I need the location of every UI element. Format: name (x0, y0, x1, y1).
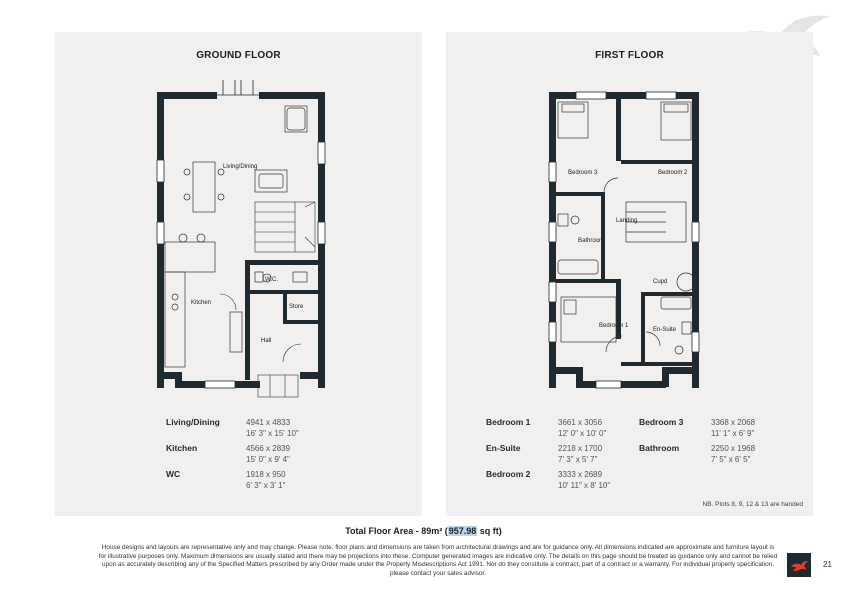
disclaimer-text: House designs and layouts are representative only and may change. Please note, floor plans and dimensions are taken from architectural drawings and are for guidance only. All dimensions indicated are approximate and furniture layout is for illustrative purposes only. Maximum dimensions are usually stated and there may be projections into these. Computer generated images are indicative only. The details on this page should be treated as guidance only and cannot be relied upon as accurately describing any of the Specified Matters prescribed by any Order made under the Property Misdescriptions Act 1991. Nor do they constitute a contract, part of a contract or a warranty. For individual property specification, please contact your sales advisor. (98, 544, 778, 577)
dim-metric: 4566 x 2839 (246, 444, 291, 453)
first-floor-plan (446, 32, 813, 402)
dim-imperial: 15' 0" x 9' 4" (246, 455, 290, 464)
label-bedroom-1: Bedroom 1 (599, 323, 629, 329)
label-landing: Landing (616, 218, 638, 224)
total-area-sqft-highlight[interactable]: 957.98 (448, 526, 477, 536)
dim-imperial: 12' 0" x 10' 0" (558, 429, 607, 438)
brand-logo (787, 553, 811, 577)
dim-room-name: Bathroom (639, 443, 680, 453)
handed-plots-note: NB. Plots 8, 9, 12 & 13 are handed (702, 501, 803, 508)
dim-room-name: WC (166, 469, 181, 479)
label-bedroom-3: Bedroom 3 (568, 170, 598, 176)
dim-room-name: Bedroom 1 (486, 417, 531, 427)
dim-imperial: 11' 1" x 6' 9" (711, 429, 755, 438)
label-store: Store (289, 304, 304, 310)
page-number: 21 (823, 560, 832, 569)
dim-metric: 4941 x 4833 (246, 418, 291, 427)
dim-metric: 3368 x 2068 (711, 418, 756, 427)
dim-metric: 3661 x 3056 (558, 418, 603, 427)
label-bedroom-2: Bedroom 2 (658, 170, 688, 176)
dim-room-name: Bedroom 3 (639, 417, 684, 427)
dim-imperial: 7' 3" x 5' 7" (558, 455, 598, 464)
label-kitchen: Kitchen (191, 300, 212, 306)
label-cupd: Cupd (653, 279, 668, 285)
dim-imperial: 10' 11" x 8' 10" (558, 481, 611, 490)
dim-imperial: 16' 3" x 15' 10" (246, 429, 299, 438)
total-floor-area (0, 526, 847, 536)
ground-floor-panel (55, 32, 422, 516)
ground-floor-plan (55, 32, 422, 402)
ground-floor-title: GROUND FLOOR (196, 50, 281, 61)
dim-imperial: 6' 3" x 3' 1" (246, 481, 286, 490)
dim-room-name: Living/Dining (166, 417, 220, 427)
dim-metric: 1918 x 950 (246, 470, 286, 479)
label-hall: Hall (261, 338, 272, 344)
dim-room-name: En-Suite (486, 443, 521, 453)
bird-logo-icon (787, 553, 811, 577)
dim-metric: 2218 x 1700 (558, 444, 603, 453)
dim-room-name: Bedroom 2 (486, 469, 531, 479)
total-area-suffix: sq ft) (477, 526, 502, 536)
dim-imperial: 7' 5" x 6' 5" (711, 455, 751, 464)
dim-metric: 2250 x 1968 (711, 444, 756, 453)
label-living-dining: Living/Dining (223, 164, 258, 170)
first-floor-title: FIRST FLOOR (595, 50, 664, 61)
label-wc: W.C. (265, 277, 278, 283)
first-floor-panel (446, 32, 813, 516)
dim-room-name: Kitchen (166, 443, 198, 453)
dim-metric: 3333 x 2689 (558, 470, 603, 479)
total-area-prefix: Total Floor Area - 89m² ( (345, 526, 448, 536)
label-ensuite: En-Suite (653, 327, 677, 333)
label-bathroom: Bathroom (578, 238, 605, 244)
